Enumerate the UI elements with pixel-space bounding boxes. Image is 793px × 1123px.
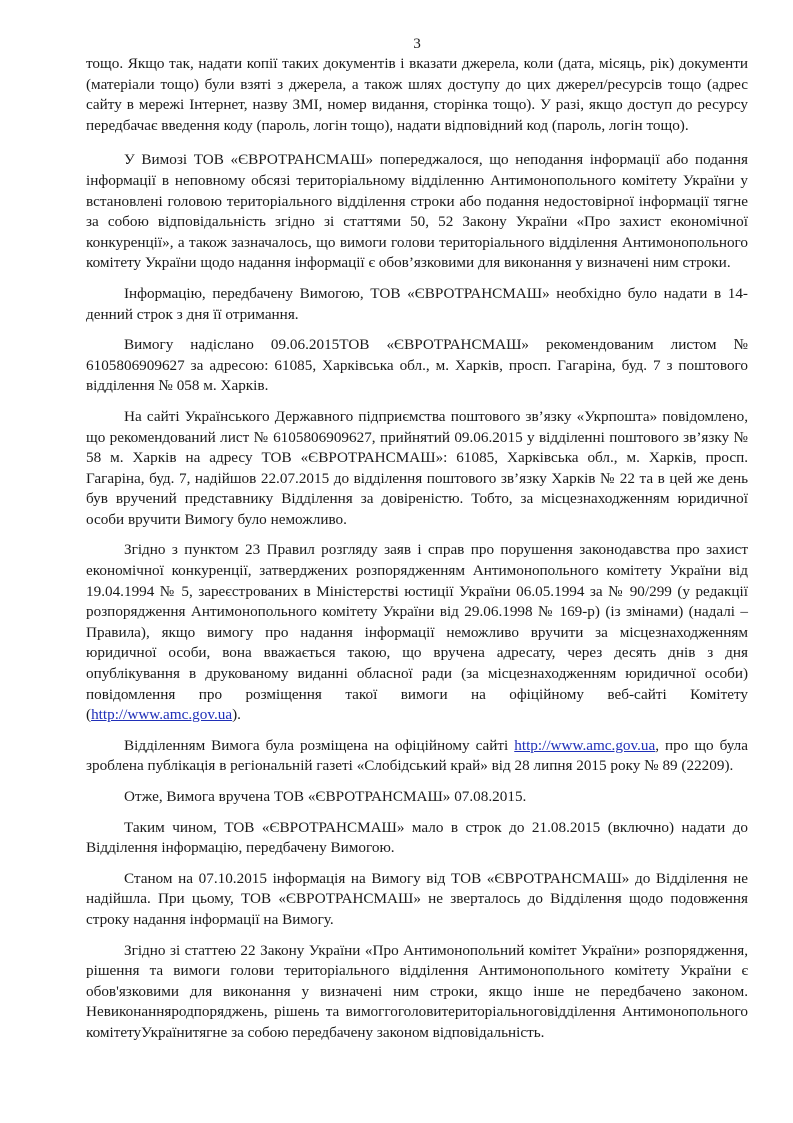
paragraph-9: Таким чином, ТОВ «ЄВРОТРАНСМАШ» мало в строк до 21.08.2015 (включно) надати до Відділення інформацію, передбачену Вимогою. [86,818,748,857]
paragraph-4: Вимогу надіслано 09.06.2015ТОВ «ЄВРОТРАНСМАШ» рекомендованим листом № 6105806909627 за адресою: 61085, Харківська обл., м. Харків, просп. Гагаріна, буд. 7 з поштового відділення № 058 м. Харків. [86,336,748,395]
paragraph-8: Отже, Вимога вручена ТОВ «ЄВРОТРАНСМАШ» 07.08.2015. [124,788,527,805]
paragraph-2: У Вимозі ТОВ «ЄВРОТРАНСМАШ» попереджалося, що неподання інформації або подання інформації в неповному обсязі територіальному відділенню Антимонопольного комітету України у встановлені головою територіального відділення строки або подання недостовірної інформації тягне за собою відповідальність згідно зі статтями 50, 52 Закону України «Про захист економічної конкуренції», а також зазначалось, що вимоги голови територіального відділення Антимонопольного комітету України щодо надання інформації є обов’язковими для виконання у визначені ним строки. [86,151,748,272]
paragraph-3: Інформацію, передбачену Вимогою, ТОВ «ЄВРОТРАНСМАШ» необхідно було надати в 14-денний строк з дня її отримання. [86,284,748,323]
paragraph-7-tail: , про що була зроблена публікація в регіональній газеті «Слобідський край» від 28 липня 2015 року № 89 (22209). [86,736,749,775]
page-number: 3 [413,35,421,52]
paragraph-1: тощо. Якщо так, надати копії таких документів і вказати джерела, коли (дата, місяць, рік) документи (матеріали тощо) були взяті з джерела, а також шлях доступу до цих джерел/ресурсів тощо (адрес сайту в мережі Інтернет, назву ЗМІ, номер видання, сторінка тощо). У разі, якщо доступ до ресурсу передбачає введення коду (пароль, логін тощо), надати відповідний код (пароль, логін тощо). [86,55,748,134]
paragraph-10: Станом на 07.10.2015 інформація на Вимогу від ТОВ «ЄВРОТРАНСМАШ» до Відділення не надійшла. При цьому, ТОВ «ЄВРОТРАНСМАШ» не зверталось до Відділення щодо подовження строку надання інформації на Вимогу. [86,869,748,928]
paragraph-5: На сайті Українського Державного підприємства поштового зв’язку «Укрпошта» повідомлено, що рекомендований лист № 6105806909627, прийнятий 09.06.2015 у відділенні поштового зв’язку № 58 м. Харків на адресу ТОВ «ЄВРОТРАНСМАШ»: 61085, Харківська обл., м. Харків, просп. Гагаріна, буд. 7, надійшов 22.07.2015 до відділення поштового зв’язку Харків № 22 та в цей же день був вручений представнику Відділення за довіреністю. Тобто, за місцезнаходженням юридичної особи вручити Вимогу було неможливо. [86,407,748,528]
paragraph-6 [86,540,748,725]
paragraph-7-text: Відділенням Вимога була розміщена на офіційному сайті [124,736,515,754]
paragraph-11: Згідно зі статтею 22 Закону України «Про Антимонопольний комітет України» розпорядження, рішення та вимоги голови територіального відділення Антимонопольного комітету України є обов'язковими для виконання у визначені ним строки, якщо інше не передбачено законом. Невиконанняродпоряджень, рішень та вимоггоголовитериторіальноговідділення Антимонопольного комітетуУкраїнитягне за собою передбачену законом відповідальність. [86,941,748,1041]
paragraph-6-tail: ). [232,706,241,724]
amc-website-link-2[interactable]: http://www.amc.gov.ua [514,736,656,754]
paragraph-7 [86,736,748,777]
document-page [86,36,748,1054]
amc-website-link[interactable]: http://www.amc.gov.ua [91,706,233,724]
paragraph-6-text: Згідно з пунктом 23 Правил розгляду заяв і справ про порушення законодавства про захист економічної конкуренції, затверджених розпорядженням Антимонопольного комітету України від 19.04.1994 № 5, зареєстрованих в Міністерстві юстиції України 06.05.1994 за № 90/299 (у редакції розпорядження Антимонопольного комітету України від 29.06.1998 № 169-р) (із змінами) (надалі – Правила), якщо вимогу про надання інформації неможливо вручити за місцезнаходженням юридичної особи, вона вважається такою, що вручена адресату, через десять днів з дня опублікування в друкованому виданні обласної ради (за місцезнаходженням юридичної особи) повідомлення про розміщення такої вимоги на офіційному веб-сайті Комітету ( [86,541,748,724]
